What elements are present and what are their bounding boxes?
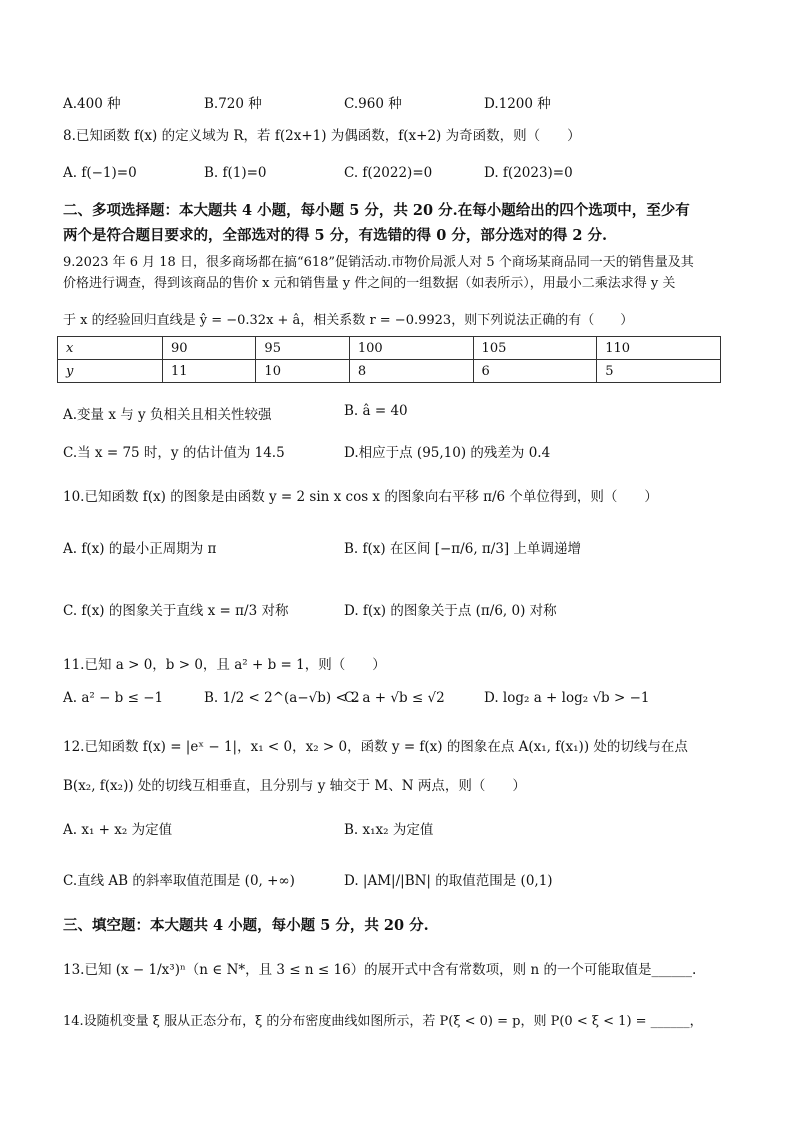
q10-stem: 10.已知函数 f(x) 的图象是由函数 y = 2 sin x cos x 的图象向右平移 π/6 个单位得到，则（ ） bbox=[63, 489, 658, 505]
q12-option-c: C.直线 AB 的斜率取值范围是 (0, +∞) bbox=[63, 873, 295, 889]
q8-stem: 8.已知函数 f(x) 的定义域为 R，若 f(2x+1) 为偶函数，f(x+2) 为奇函数，则（ ） bbox=[63, 128, 581, 144]
q9-line1: 9.2023 年 6 月 18 日，很多商场都在搞“618”促销活动.市物价局派人对 5 个商场某商品同一天的销售量及其 bbox=[63, 255, 694, 270]
q8-option-c: C. f(2022)=0 bbox=[344, 165, 433, 181]
q9-option-c: C.当 x = 75 时，y 的估计值为 14.5 bbox=[63, 445, 285, 461]
q12-line1: 12.已知函数 f(x) = |eˣ − 1|，x₁ < 0，x₂ > 0，函数 y = f(x) 的图象在点 A(x₁, f(x₁)) 处的切线与在点 bbox=[63, 739, 688, 755]
q11-option-a: A. a² − b ≤ −1 bbox=[63, 690, 164, 706]
table-cell: 100 bbox=[349, 337, 473, 360]
table-header-x: x bbox=[58, 337, 163, 360]
q7-option-a: A.400 种 bbox=[63, 96, 121, 112]
q9-line2: 价格进行调查，得到该商品的售价 x 元和销售量 y 件之间的一组数据（如表所示），用最小二乘法求得 y 关 bbox=[63, 276, 676, 291]
q12-option-b: B. x₁x₂ 为定值 bbox=[344, 822, 434, 838]
q9-data-table bbox=[57, 336, 721, 383]
q10-option-b: B. f(x) 在区间 [−π/6, π/3] 上单调递增 bbox=[344, 541, 581, 557]
table-row bbox=[58, 360, 721, 383]
q8-option-d: D. f(2023)=0 bbox=[484, 165, 573, 181]
table-cell: 95 bbox=[256, 337, 349, 360]
q9-option-d: D.相应于点 (95,10) 的残差为 0.4 bbox=[344, 445, 551, 461]
q7-option-d: D.1200 种 bbox=[484, 96, 551, 112]
table-cell: 6 bbox=[473, 360, 597, 383]
q10-option-d: D. f(x) 的图象关于点 (π/6, 0) 对称 bbox=[344, 603, 557, 619]
q10-option-c: C. f(x) 的图象关于直线 x = π/3 对称 bbox=[63, 603, 289, 619]
q8-option-b: B. f(1)=0 bbox=[204, 165, 267, 181]
q11-option-b: B. 1/2 < 2^(a−√b) < 2 bbox=[204, 690, 360, 706]
q7-option-b: B.720 种 bbox=[204, 96, 262, 112]
table-cell: 110 bbox=[597, 337, 721, 360]
table-cell: 5 bbox=[597, 360, 721, 383]
q13-stem: 13.已知 (x − 1/x³)ⁿ（n ∈ N*，且 3 ≤ n ≤ 16）的展开式中含有常数项，则 n 的一个可能取值是______. bbox=[63, 962, 697, 978]
q7-option-c: C.960 种 bbox=[344, 96, 402, 112]
q12-option-a: A. x₁ + x₂ 为定值 bbox=[63, 822, 173, 838]
table-cell: 11 bbox=[163, 360, 256, 383]
table-row bbox=[58, 337, 721, 360]
table-header-y: y bbox=[58, 360, 163, 383]
table-cell: 8 bbox=[349, 360, 473, 383]
q9-option-a: A.变量 x 与 y 负相关且相关性较强 bbox=[63, 407, 272, 423]
table-cell: 105 bbox=[473, 337, 597, 360]
table-cell: 90 bbox=[163, 337, 256, 360]
q11-stem: 11.已知 a > 0，b > 0，且 a² + b = 1，则（ ） bbox=[63, 657, 386, 673]
q9-option-b: B. â = 40 bbox=[344, 403, 408, 419]
q14-stem: 14.设随机变量 ξ 服从正态分布，ξ 的分布密度曲线如图所示，若 P(ξ < 0) = p，则 P(0 < ξ < 1) = ______， bbox=[63, 1014, 703, 1029]
q9-line3: 于 x 的经验回归直线是 ŷ = −0.32x + â，相关系数 r = −0.9923，则下列说法正确的有（ ） bbox=[63, 313, 634, 328]
section-2-heading-line2: 两个是符合题目要求的，全部选对的得 5 分，有选错的得 0 分，部分选对的得 2 分. bbox=[63, 227, 608, 244]
q12-option-d: D. |AM|/|BN| 的取值范围是 (0,1) bbox=[344, 873, 553, 889]
table-cell: 10 bbox=[256, 360, 349, 383]
section-2-heading-line1: 二、多项选择题：本大题共 4 小题，每小题 5 分，共 20 分.在每小题给出的四个选项中，至少有 bbox=[63, 202, 690, 219]
q12-line2: B(x₂, f(x₂)) 处的切线互相垂直，且分别与 y 轴交于 M、N 两点，则（ ） bbox=[63, 778, 526, 794]
q10-option-a: A. f(x) 的最小正周期为 π bbox=[63, 541, 217, 557]
q8-option-a: A. f(−1)=0 bbox=[63, 165, 137, 181]
q11-option-c: C. a + √b ≤ √2 bbox=[344, 690, 445, 706]
section-3-heading: 三、填空题：本大题共 4 小题，每小题 5 分，共 20 分. bbox=[63, 917, 429, 934]
q11-option-d: D. log₂ a + log₂ √b > −1 bbox=[484, 690, 650, 706]
